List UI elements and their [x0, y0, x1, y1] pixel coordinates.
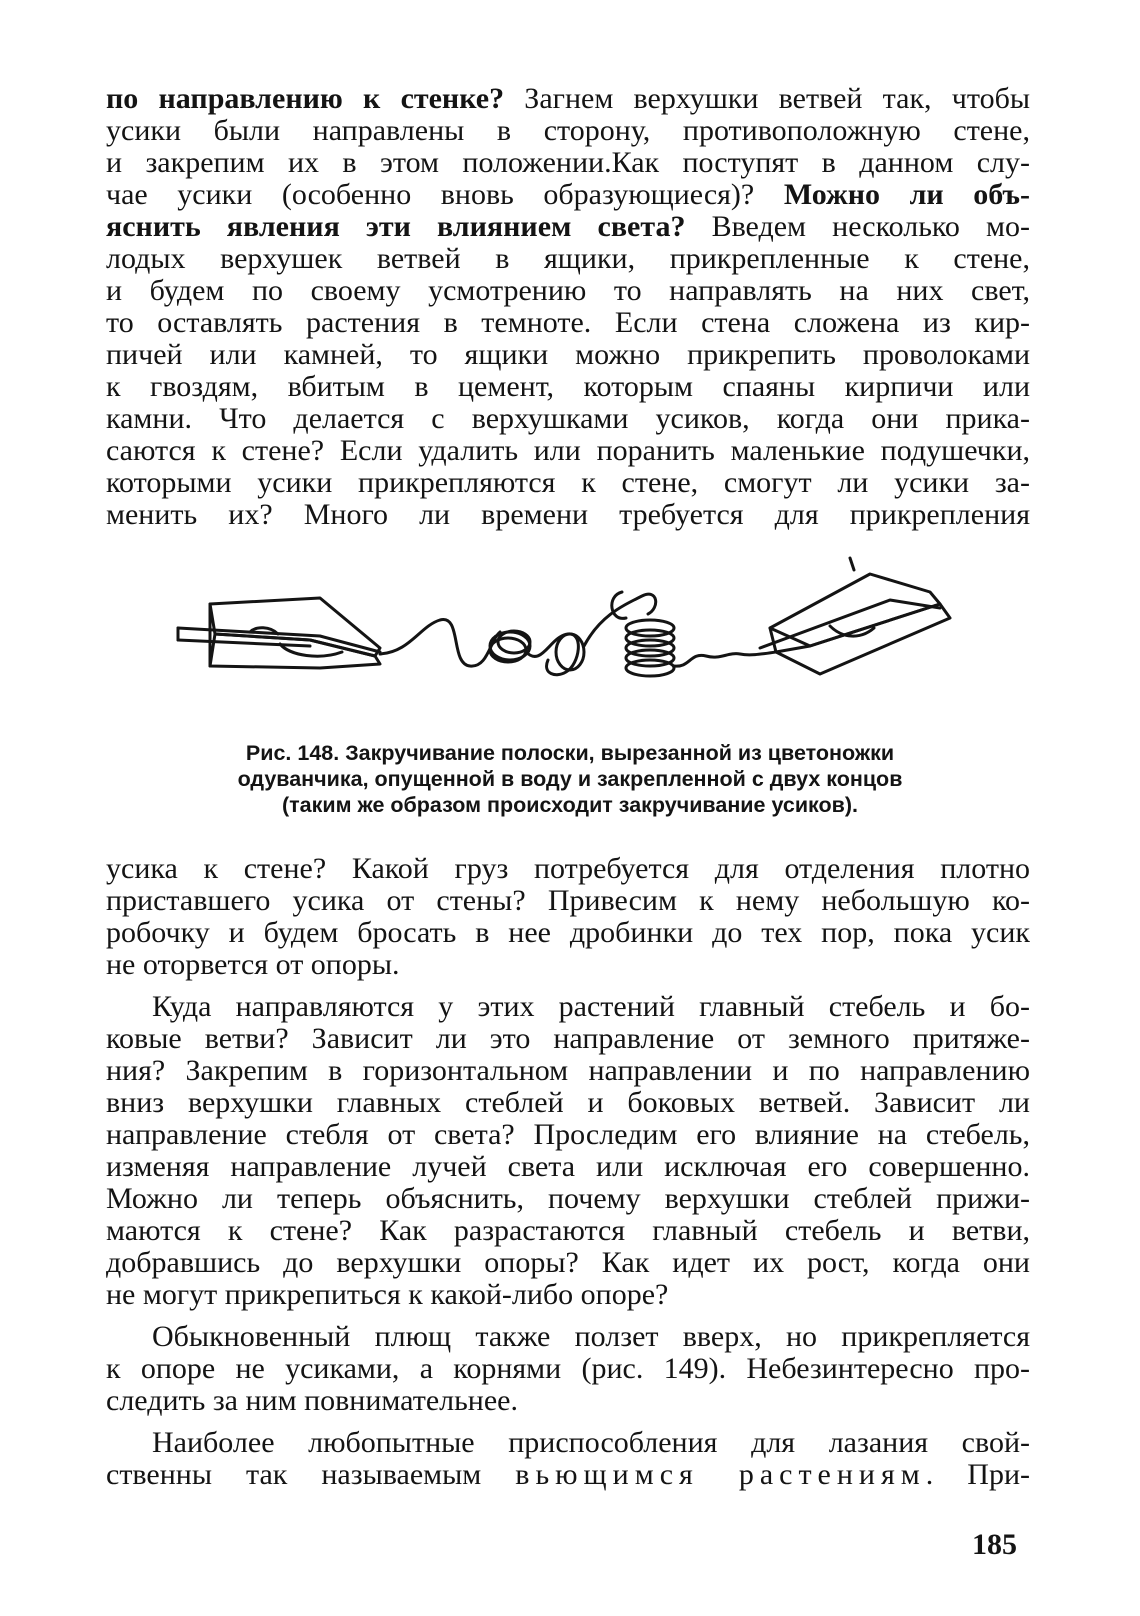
text-line: к опоре не усиками, а корнями (рис. 149). Небезинтересно про- — [106, 1353, 1030, 1385]
text-line: усика к стене? Какой груз потребуется для отделения плотно — [106, 853, 1030, 885]
text-line: саются к стене? Если удалить или поранить маленькие подушечки, — [106, 435, 1030, 467]
figure-caption — [150, 740, 990, 818]
page-number: 185 — [972, 1528, 1017, 1561]
text-line: и будем по своему усмотрению то направлять на них свет, — [106, 275, 1030, 307]
text-line: Обыкновенный плющ также ползет вверх, но прикрепляется — [152, 1321, 1030, 1353]
bold-phrase: по направлению к стенке? — [106, 83, 505, 115]
left-clothespin — [178, 598, 380, 668]
text-line: приставшего усика от стены? Привесим к нему небольшую ко- — [106, 885, 1030, 917]
text-line: робочку и будем бросать в нее дробинки до тех пор, пока усик — [106, 917, 1030, 949]
text-line: по направлению к стенке? Загнем верхушки ветвей так, чтобы — [106, 83, 1030, 115]
text-line: ния? Закрепим в горизонтальном направлении и по направлению — [106, 1055, 1030, 1087]
coiled-dandelion-strip — [380, 592, 776, 676]
text-line: направление стебля от света? Проследим его влияние на стебель, — [106, 1119, 1030, 1151]
text-line: следить за ним повнимательнее. — [106, 1385, 518, 1417]
text-line: Куда направляются у этих растений главный стебель и бо- — [152, 991, 1030, 1023]
text-line: то оставлять растения в темноте. Если стена сложена из кир- — [106, 307, 1030, 339]
text-line: не оторвется от опоры. — [106, 949, 400, 981]
text-line: добравшись до верхушки опоры? Как идет их рост, когда они — [106, 1247, 1030, 1279]
text-line: чае усики (особенно вновь образующиеся)? Можно ли объ- — [106, 179, 1030, 211]
text-line: маются к стене? Как разрастаются главный стебель и ветви, — [106, 1215, 1030, 1247]
text-line: менить их? Много ли времени требуется для прикрепления — [106, 499, 1030, 531]
spaced-emphasis: вьющимся растениям — [515, 1459, 926, 1491]
bold-phrase: Можно ли объ- — [783, 179, 1030, 211]
bottom-text — [106, 853, 1030, 1491]
text-line: пичей или камней, то ящики можно прикрепить проволоками — [106, 339, 1030, 371]
text-line: ковые ветви? Зависит ли это направление от земного притяже- — [106, 1023, 1030, 1055]
text-line: камни. Что делается с верхушками усиков, когда они прика- — [106, 403, 1030, 435]
text-line: Наиболее любопытные приспособления для лазания свой- — [152, 1427, 1030, 1459]
clothespins-coiled-strip-drawing — [170, 556, 960, 716]
text-line: ственны так называемым вьющимся растениям. При- — [106, 1459, 1030, 1491]
text-line: усики были направлены в сторону, противоположную стене, — [106, 115, 1030, 147]
text-line: Можно ли теперь объяснить, почему верхушки стеблей прижи- — [106, 1183, 1030, 1215]
right-clothespin — [760, 558, 950, 674]
text-line: к гвоздям, вбитым в цемент, которым спаяны кирпичи или — [106, 371, 1030, 403]
text-line: яснить явления эти влиянием света? Введем несколько мо- — [106, 211, 1030, 243]
caption-line: одуванчика, опущенной в воду и закрепленной с двух концов — [237, 767, 903, 791]
text-line: изменяя направление лучей света или исключая его совершенно. — [106, 1151, 1030, 1183]
top-paragraph — [106, 83, 1030, 531]
bold-phrase: яснить явления эти влиянием света? — [106, 211, 686, 243]
text-line: и закрепим их в этом положении.Как поступят в данном слу- — [106, 147, 1030, 179]
figure-148-illustration — [170, 556, 960, 716]
text-line: лодых верхушек ветвей в ящики, прикрепленные к стене, — [106, 243, 1030, 275]
text-line: которыми усики прикрепляются к стене, смогут ли усики за- — [106, 467, 1030, 499]
caption-line: (таким же образом происходит закручивание усиков). — [281, 793, 859, 817]
text-line: не могут прикрепиться к какой-либо опоре? — [106, 1279, 669, 1311]
caption-line: Рис. 148. Закручивание полоски, вырезанной из цветоножки — [245, 741, 895, 765]
text-line: вниз верхушки главных стеблей и боковых ветвей. Зависит ли — [106, 1087, 1030, 1119]
